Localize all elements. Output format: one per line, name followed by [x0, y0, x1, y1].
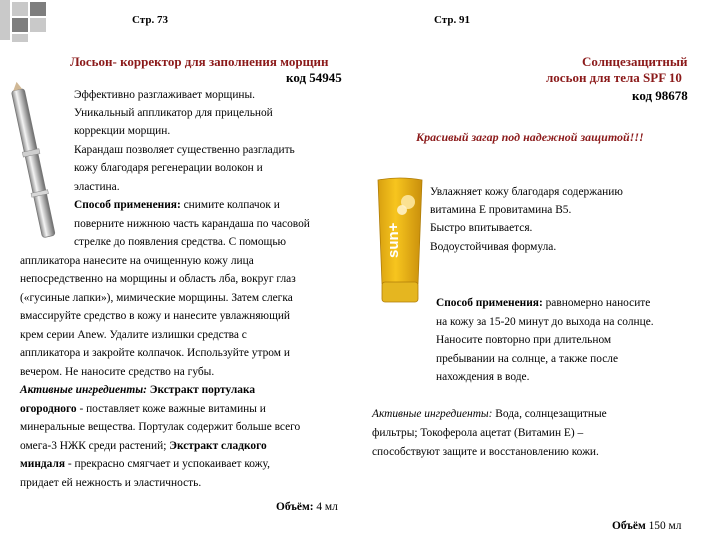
right-line: Наносите повторно при длительном [436, 334, 612, 346]
right-line: на кожу за 15-20 минут до выхода на солнце. [436, 316, 654, 328]
left-line: вечером. Не наносите средство на губы. [20, 366, 215, 378]
right-line: способствуют защите и восстановлению кожи. [372, 446, 599, 458]
left-usage-line: Способ применения: снимите колпачок и [74, 199, 280, 211]
right-usage-label: Способ применения: [436, 297, 543, 309]
left-line: придает ей нежность и эластичность. [20, 477, 202, 489]
right-ingredients-label: Активные ингредиенты: [372, 408, 493, 420]
left-line: кожу благодаря регенерации волокон и [74, 162, 263, 174]
left-product-title: Лосьон- корректор для заполнения морщин [70, 54, 329, 69]
left-page-number: Стр. 73 [132, 14, 168, 26]
left-usage-label: Способ применения: [74, 199, 181, 211]
right-line: пребывании на солнце, а также после [436, 353, 619, 365]
left-line: («гусиные лапки»), мимические морщины. Затем слегка [20, 292, 293, 304]
left-line: стрелке до появления средства. С помощью [74, 236, 287, 248]
left-line: аппликатора нанесите на очищенную кожу лица [20, 255, 254, 267]
right-page-number: Стр. 91 [434, 14, 470, 26]
left-line: непосредственно на морщины и область лба, вокруг глаз [20, 273, 296, 285]
right-line: нахождения в воде. [436, 371, 530, 383]
left-line: поверните нижнюю часть карандаша по часовой [74, 218, 310, 230]
left-line: коррекции морщин. [74, 125, 171, 137]
wrinkle-pen-image [5, 80, 63, 248]
sunscreen-tube-image [372, 176, 428, 306]
left-ingredients-line: Активные ингредиенты: Экстракт портулака [20, 384, 256, 396]
tube-brand-text: sun+ [385, 222, 402, 258]
left-ingredients-label: Активные ингредиенты: [20, 384, 147, 396]
right-line: фильтры; Токоферола ацетат (Витамин Е) – [372, 427, 584, 439]
left-line: эластина. [74, 181, 120, 193]
right-line: витамина Е провитамина В5. [430, 204, 572, 216]
left-ingredients-line: миндаля - прекрасно смягчает и успокаивает кожу, [20, 458, 270, 470]
decorative-squares [0, 0, 60, 45]
left-line: крем серии Anew. Удалите излишки средства с [20, 329, 247, 341]
left-ingredients-line: огородного - поставляет коже важные витамины и [20, 403, 266, 415]
right-ingredients-line: Активные ингредиенты: Вода, солнцезащитные [372, 408, 607, 420]
left-line: минеральные вещества. Портулак содержит больше всего [20, 421, 301, 433]
right-product-code: код 98678 [632, 88, 688, 103]
left-product-code: код 54945 [286, 70, 342, 85]
left-line: Уникальный аппликатор для прицельной [74, 107, 273, 119]
right-usage-line: Способ применения: равномерно наносите [436, 297, 651, 309]
right-volume: Объём 150 мл [612, 520, 682, 532]
right-slogan: Красивый загар под надежной защитой!!! [416, 130, 644, 144]
right-line: Быстро впитывается. [430, 222, 533, 234]
left-line: Эффективно разглаживает морщины. [74, 89, 256, 101]
right-product-title-2: лосьон для тела SPF 10 [546, 70, 682, 85]
left-line: вмассируйте средство в кожу и нанесите увлажняющий [20, 310, 291, 322]
left-ingredients-line: омега-3 НЖК среди растений; Экстракт сладкого [20, 440, 267, 452]
left-line: аппликатора и закройте колпачок. Используйте утром и [20, 347, 290, 359]
right-line: Увлажняет кожу благодаря содержанию [430, 186, 623, 198]
left-volume: Объём: 4 мл [276, 501, 338, 513]
left-line: Карандаш позволяет существенно разгладить [74, 144, 295, 156]
right-product-title-1: Солнцезащитный [582, 54, 688, 69]
right-line: Водоустойчивая формула. [430, 241, 557, 253]
